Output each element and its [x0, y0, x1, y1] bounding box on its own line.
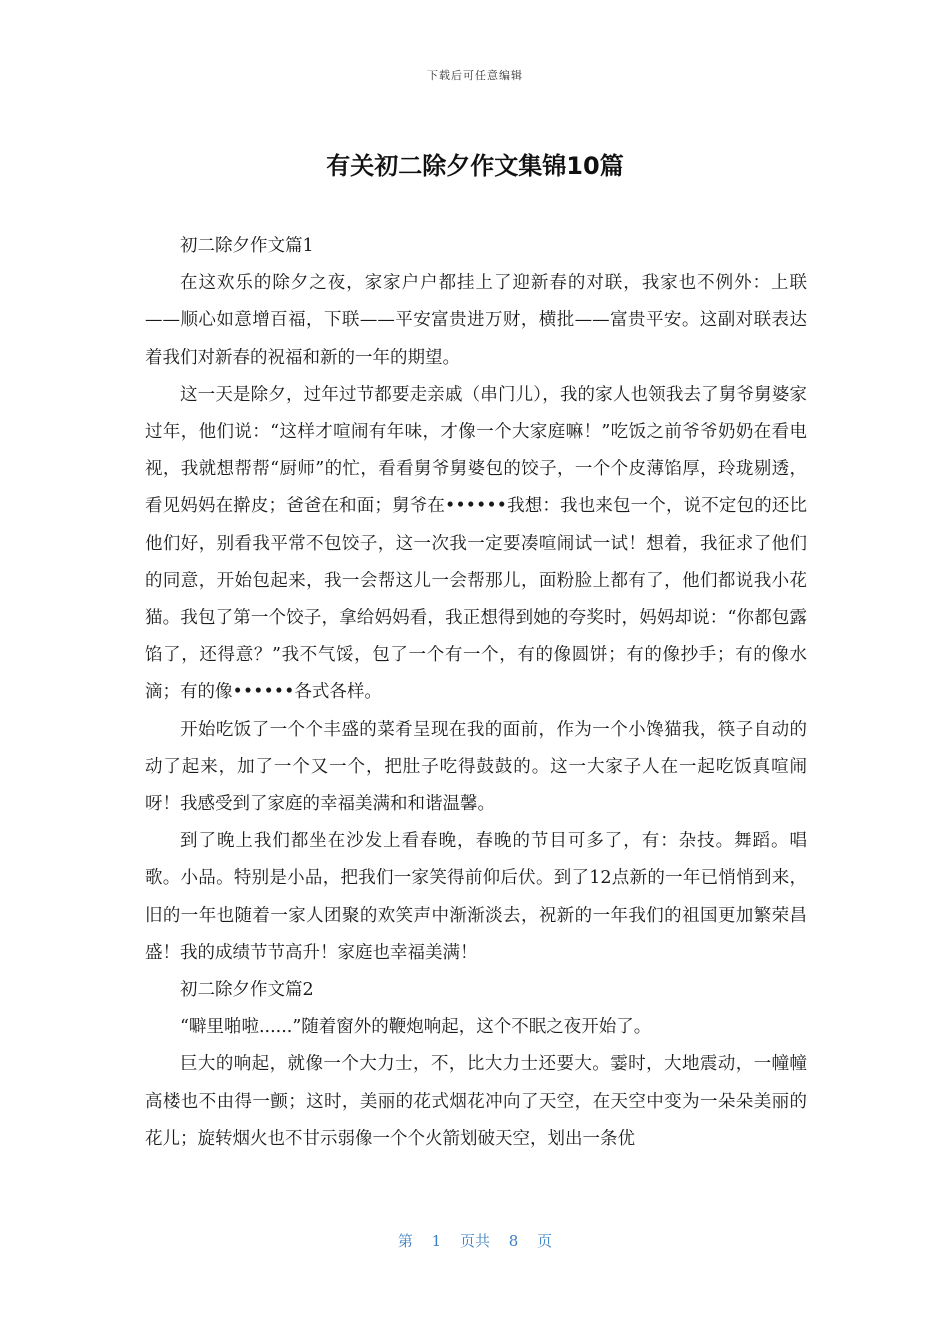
paragraph: “噼里啪啦......”随着窗外的鞭炮响起，这个不眠之夜开始了。: [180, 1017, 652, 1038]
total-pages-number: 8: [508, 1232, 519, 1250]
paragraph: 这一天是除夕，过年过节都要走亲戚（串门儿），我的家人也领我去了舅爷舅婆家过年，他们说：“这样才喧闹有年味，才像一个大家庭嘛！”吃饭之前爷爷奶奶在看电视，我就想帮帮“厨师”的忙，看看舅爷舅婆包的饺子，一个个皮薄馅厚，玲珑剔透，看见妈妈在擀皮；爸爸在和面；舅爷在••••••我想：我也来包一个，说不定包的还比他们好，别看我平常不包饺子，这一次我一定要凑喧闹试一试！想着，我征求了他们的同意，开始包起来，我一会帮这儿一会帮那儿，面粉脸上都有了，他们都说我小花猫。我包了第一个饺子，拿给妈妈看，我正想得到她的夸奖时，妈妈却说：“你都包露馅了，还得意？”我不气馁，包了一个有一个，有的像圆饼；有的像抄手；有的像水滴；有的像••••••各式各样。: [145, 384, 807, 703]
section-heading-2: 初二除夕作文篇2: [180, 980, 314, 1001]
page-label-mid: 页共: [459, 1232, 490, 1250]
header-note: 下载后可任意编辑: [427, 69, 523, 82]
paragraph: 到了晚上我们都坐在沙发上看春晚，春晚的节目可多了，有：杂技。舞蹈。唱歌。小品。特别是小品，把我们一家笑得前仰后伏。到了12点新的一年已悄悄到来，旧的一年也随着一家人团聚的欢笑声中渐渐淡去，祝新的一年我们的祖国更加繁荣昌盛！我的成绩节节高升！家庭也幸福美满！: [145, 831, 807, 963]
paragraph: 开始吃饭了一个个丰盛的菜肴呈现在我的面前，作为一个小馋猫我，筷子自动的动了起来，加了一个又一个，把肚子吃得鼓鼓的。这一大家子人在一起吃饭真喧闹呀！我感受到了家庭的幸福美满和和谐温馨。: [145, 719, 807, 815]
page-label-prefix: 第: [397, 1232, 413, 1250]
document-body: [145, 228, 807, 1158]
document-title: 有关初二除夕作文集锦10篇: [326, 152, 624, 180]
paragraph: 巨大的响起，就像一个大力士，不，比大力士还要大。霎时，大地震动，一幢幢高楼也不由得一颤；这时，美丽的花式烟花冲向了天空，在天空中变为一朵朵美丽的花儿；旋转烟火也不甘示弱像一个个火箭划破天空，划出一条优: [145, 1054, 807, 1149]
page-footer: [0, 1230, 950, 1251]
paragraph: 在这欢乐的除夕之夜，家家户户都挂上了迎新春的对联，我家也不例外：上联——顺心如意增百福，下联——平安富贵进万财，横批——富贵平安。这副对联表达着我们对新春的祝福和新的一年的期望。: [145, 273, 807, 368]
current-page-number: 1: [431, 1232, 442, 1250]
section-heading-1: 初二除夕作文篇1: [180, 236, 314, 256]
page-label-suffix: 页: [537, 1232, 553, 1250]
